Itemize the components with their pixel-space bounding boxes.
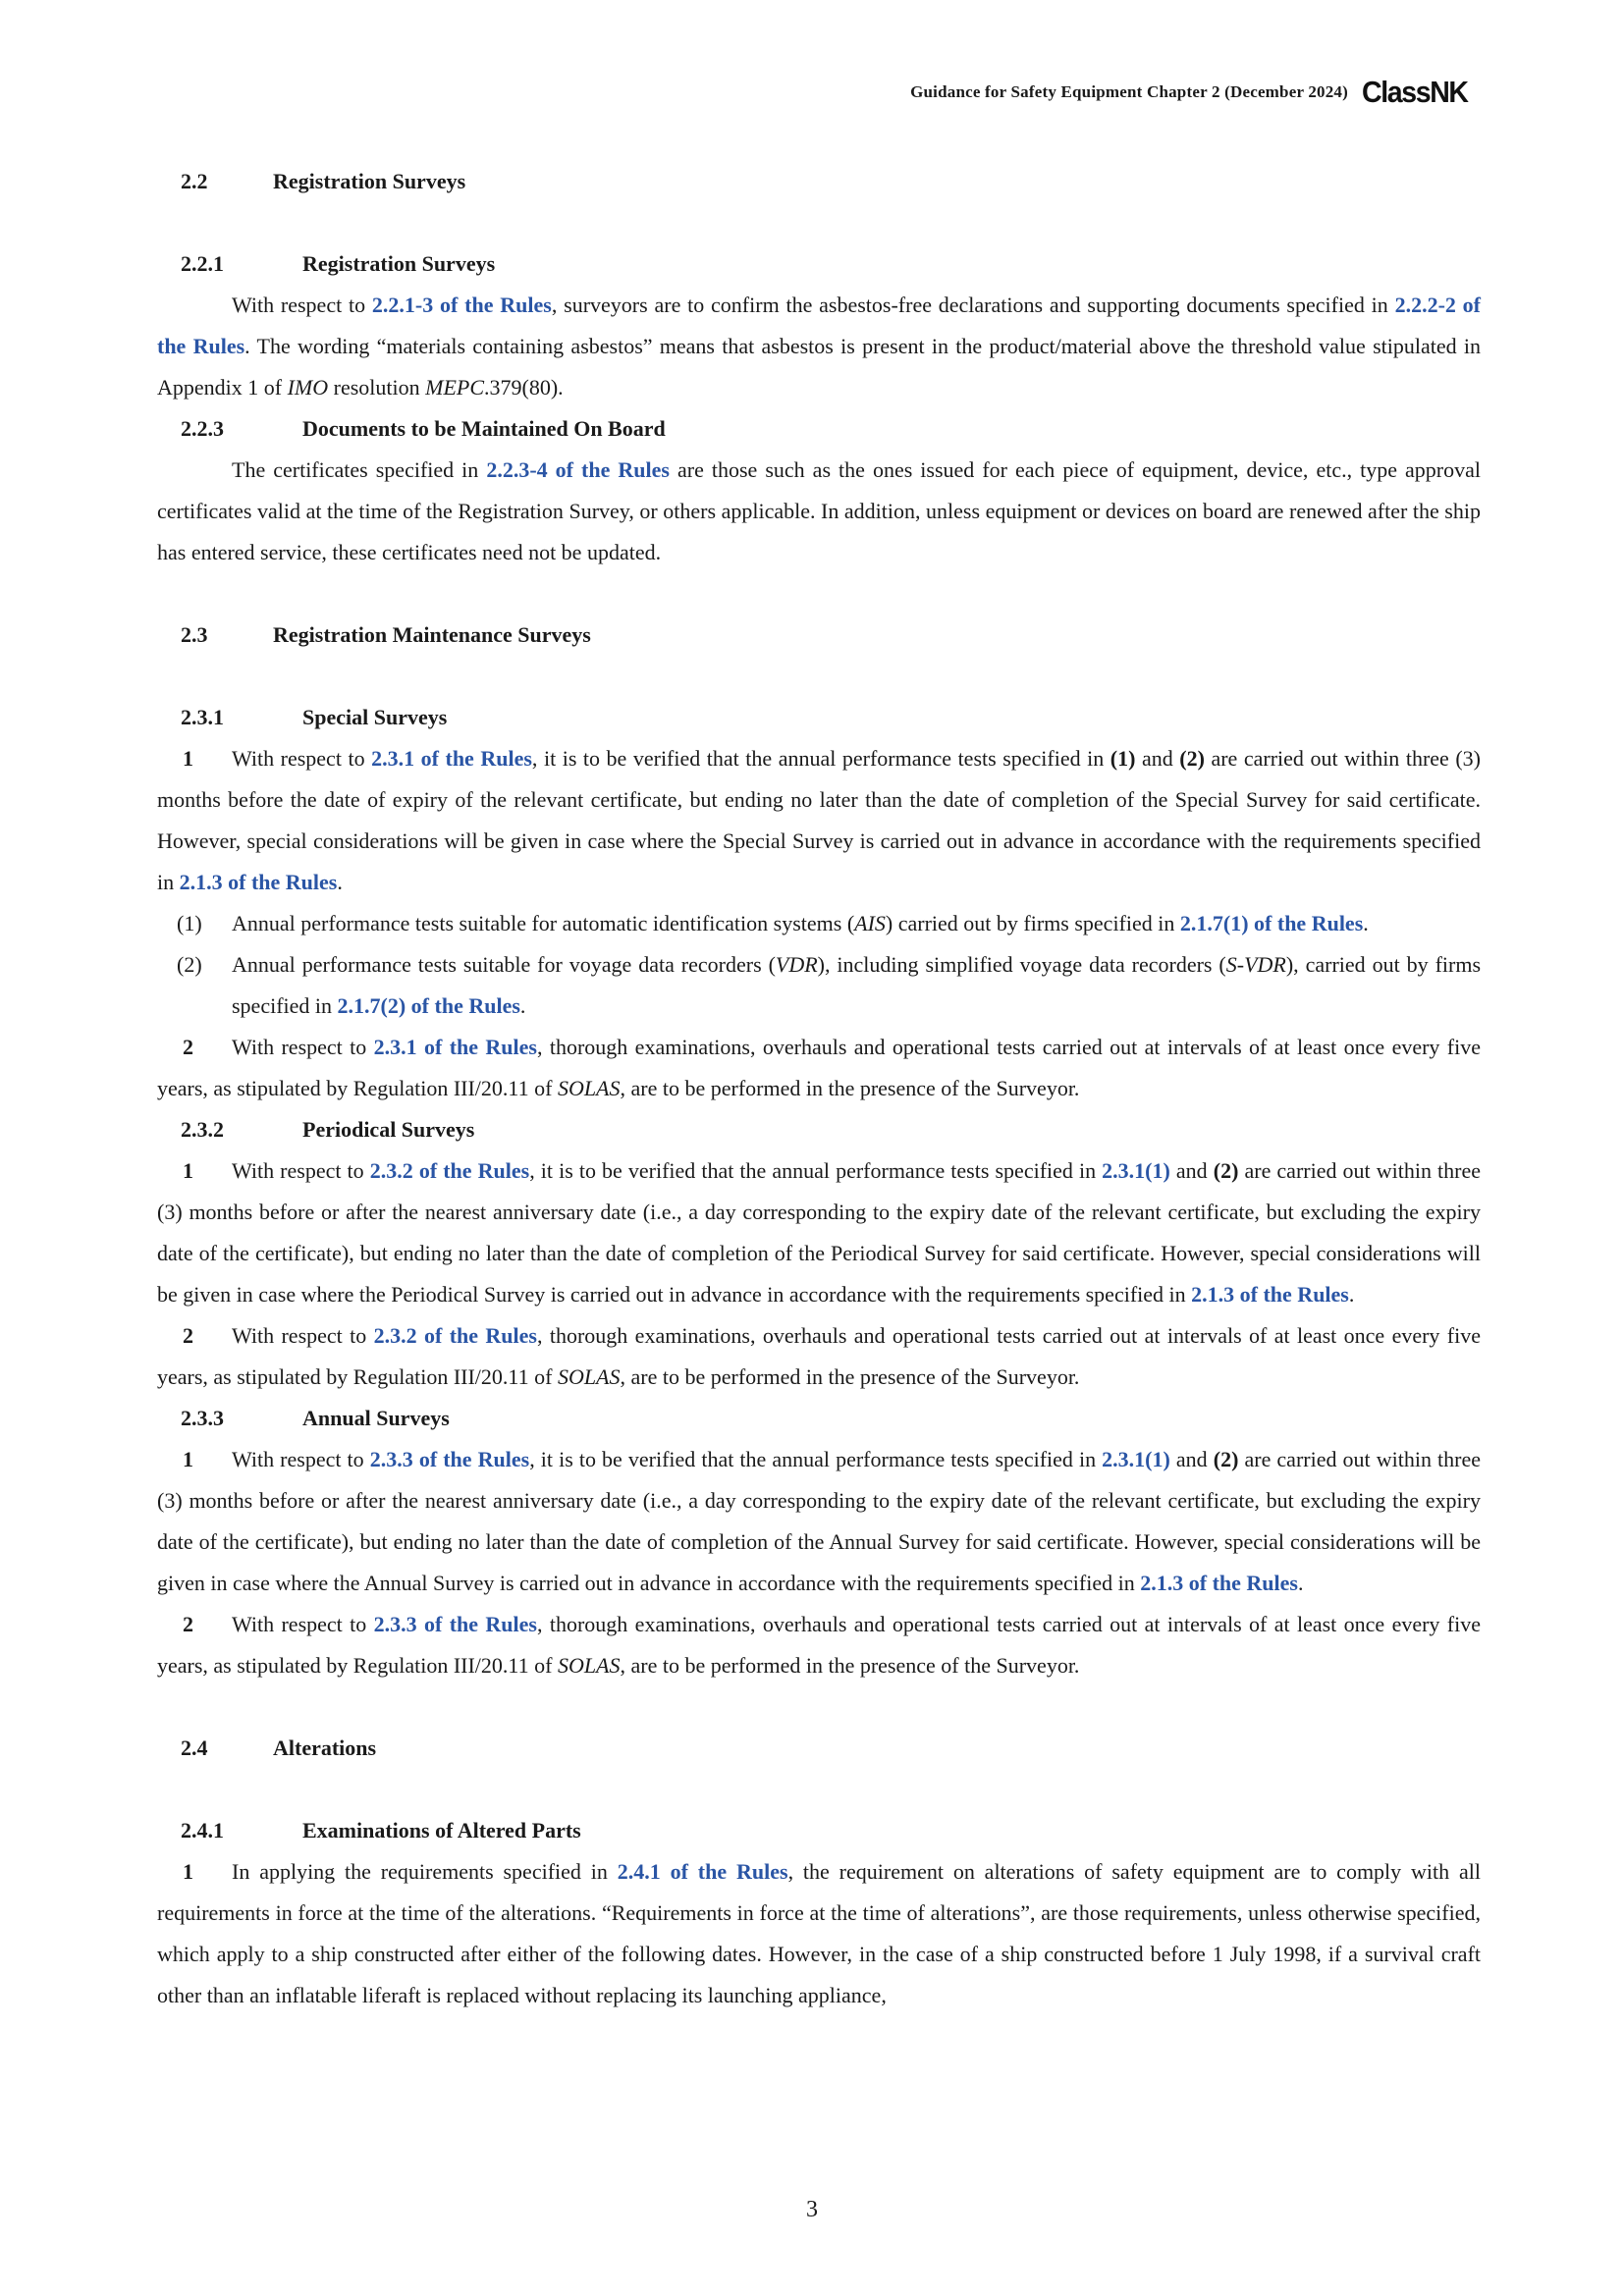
- list-item: (1) Annual performance tests suitable for automatic identification systems (AIS) carried out by firms specified in 2.1.7(1) of the Rules.: [177, 911, 1369, 935]
- numbered-paragraph: 2 With respect to 2.3.3 of the Rules, thorough examinations, overhauls and operational tests carried out at intervals of at least once every five years, as stipulated by Regulation III/20.11 of SOLAS, are to be performed in the presence of the Surveyor.: [157, 1612, 1481, 1678]
- page-header: [910, 75, 1477, 110]
- rule-reference-link[interactable]: 2.3.2 of the Rules: [373, 1323, 537, 1348]
- section-heading-2-4-1: 2.4.1 Examinations of Altered Parts: [181, 1818, 581, 1842]
- rule-reference-link[interactable]: 2.4.1 of the Rules: [617, 1859, 788, 1884]
- header-title: Guidance for Safety Equipment Chapter 2 (December 2024): [910, 82, 1348, 101]
- rule-reference-link[interactable]: 2.1.7(2) of the Rules: [337, 993, 520, 1018]
- rule-reference-link[interactable]: 2.3.1(1): [1102, 1447, 1170, 1471]
- numbered-paragraph: 1 With respect to 2.3.1 of the Rules, it is to be verified that the annual performance tests specified in (1) and (2) are carried out within three (3) months before the date of expiry of the relevant certificate, but ending no later than the date of completion of the Special Survey for said certificate. However, special considerations will be given in case where the Special Survey is carried out in advance in accordance with the requirements specified in 2.1.3 of the Rules.: [157, 746, 1481, 894]
- paragraph: With respect to 2.2.1-3 of the Rules, surveyors are to confirm the asbestos-free declarations and supporting documents specified in 2.2.2-2 of the Rules. The wording “materials containing asbestos” means that asbestos is present in the product/material above the threshold value stipulated in Appendix 1 of IMO resolution MEPC.379(80).: [157, 293, 1482, 400]
- section-heading-2-4: 2.4 Alterations: [181, 1735, 377, 1760]
- rule-reference-link[interactable]: 2.3.1 of the Rules: [371, 746, 532, 771]
- rule-reference-link[interactable]: 2.1.3 of the Rules: [1140, 1571, 1298, 1595]
- numbered-paragraph: 2 With respect to 2.3.1 of the Rules, thorough examinations, overhauls and operational tests carried out at intervals of at least once every five years, as stipulated by Regulation III/20.11 of SOLAS, are to be performed in the presence of the Surveyor.: [157, 1035, 1481, 1100]
- rule-reference-link[interactable]: 2.3.1 of the Rules: [373, 1035, 537, 1059]
- section-heading-2-3: 2.3 Registration Maintenance Surveys: [181, 622, 591, 647]
- numbered-paragraph: 1 With respect to 2.3.3 of the Rules, it is to be verified that the annual performance tests specified in 2.3.1(1) and (2) are carried out within three (3) months before or after the nearest anniversary date (i.e., a day corresponding to the expiry date of the relevant certificate, but excluding the expiry date of the certificate), but ending no later than the date of completion of the Annual Survey for said certificate. However, special considerations will be given in case where the Annual Survey is carried out in advance in accordance with the requirements specified in 2.1.3 of the Rules.: [157, 1447, 1482, 1595]
- rule-reference-link[interactable]: 2.3.3 of the Rules: [369, 1447, 530, 1471]
- section-heading-2-3-3: 2.3.3 Annual Surveys: [181, 1406, 450, 1430]
- rule-reference-link[interactable]: 2.3.2 of the Rules: [369, 1158, 530, 1183]
- section-heading-2-3-2: 2.3.2 Periodical Surveys: [181, 1117, 475, 1142]
- rule-reference-link[interactable]: 2.1.3 of the Rules: [1191, 1282, 1349, 1307]
- classnk-logo: ClassNK: [1362, 75, 1468, 109]
- numbered-paragraph: 2 With respect to 2.3.2 of the Rules, thorough examinations, overhauls and operational tests carried out at intervals of at least once every five years, as stipulated by Regulation III/20.11 of SOLAS, are to be performed in the presence of the Surveyor.: [157, 1323, 1481, 1389]
- rule-reference-link[interactable]: 2.1.3 of the Rules: [179, 870, 338, 894]
- document-body: [157, 161, 1481, 2016]
- rule-reference-link[interactable]: 2.2.2-2 of the Rules: [157, 293, 1482, 358]
- rule-reference-link[interactable]: 2.2.1-3 of the Rules: [371, 293, 552, 317]
- rule-reference-link[interactable]: 2.3.3 of the Rules: [373, 1612, 537, 1636]
- section-heading-2-2-1: 2.2.1 Registration Surveys: [181, 251, 496, 276]
- numbered-paragraph: 1 In applying the requirements specified in 2.4.1 of the Rules, the requirement on alterations of safety equipment are to comply with all requirements in force at the time of the alterations. “Requirements in force at the time of alterations”, are those requirements, unless otherwise specified, which apply to a ship constructed after either of the following dates. However, in the case of a ship constructed before 1 July 1998, if a survival craft other than an inflatable liferaft is replaced without replacing its launching appliance,: [157, 1859, 1481, 2007]
- section-heading-2-2: 2.2 Registration Surveys: [181, 169, 466, 193]
- paragraph: The certificates specified in 2.2.3-4 of the Rules are those such as the ones issued for each piece of equipment, device, etc., type approval certificates valid at the time of the Registration Survey, or others applicable. In addition, unless equipment or devices on board are renewed after the ship has entered service, these certificates need not be updated.: [157, 457, 1481, 564]
- section-heading-2-2-3: 2.2.3 Documents to be Maintained On Board: [181, 416, 666, 441]
- page-number: 3: [806, 2197, 818, 2222]
- rule-reference-link[interactable]: 2.1.7(1) of the Rules: [1179, 911, 1364, 935]
- section-heading-2-3-1: 2.3.1 Special Surveys: [181, 705, 448, 729]
- rule-reference-link[interactable]: 2.2.3-4 of the Rules: [486, 457, 670, 482]
- numbered-paragraph: 1 With respect to 2.3.2 of the Rules, it is to be verified that the annual performance tests specified in 2.3.1(1) and (2) are carried out within three (3) months before or after the nearest anniversary date (i.e., a day corresponding to the expiry date of the relevant certificate, but excluding the expiry date of the certificate), but ending no later than the date of completion of the Periodical Survey for said certificate. However, special considerations will be given in case where the Periodical Survey is carried out in advance in accordance with the requirements specified in 2.1.3 of the Rules.: [157, 1158, 1482, 1307]
- list-item: (2) Annual performance tests suitable for voyage data recorders (VDR), including simplified voyage data recorders (S-VDR), carried out by firms specified in 2.1.7(2) of the Rules.: [177, 952, 1482, 1018]
- rule-reference-link[interactable]: 2.3.1(1): [1102, 1158, 1170, 1183]
